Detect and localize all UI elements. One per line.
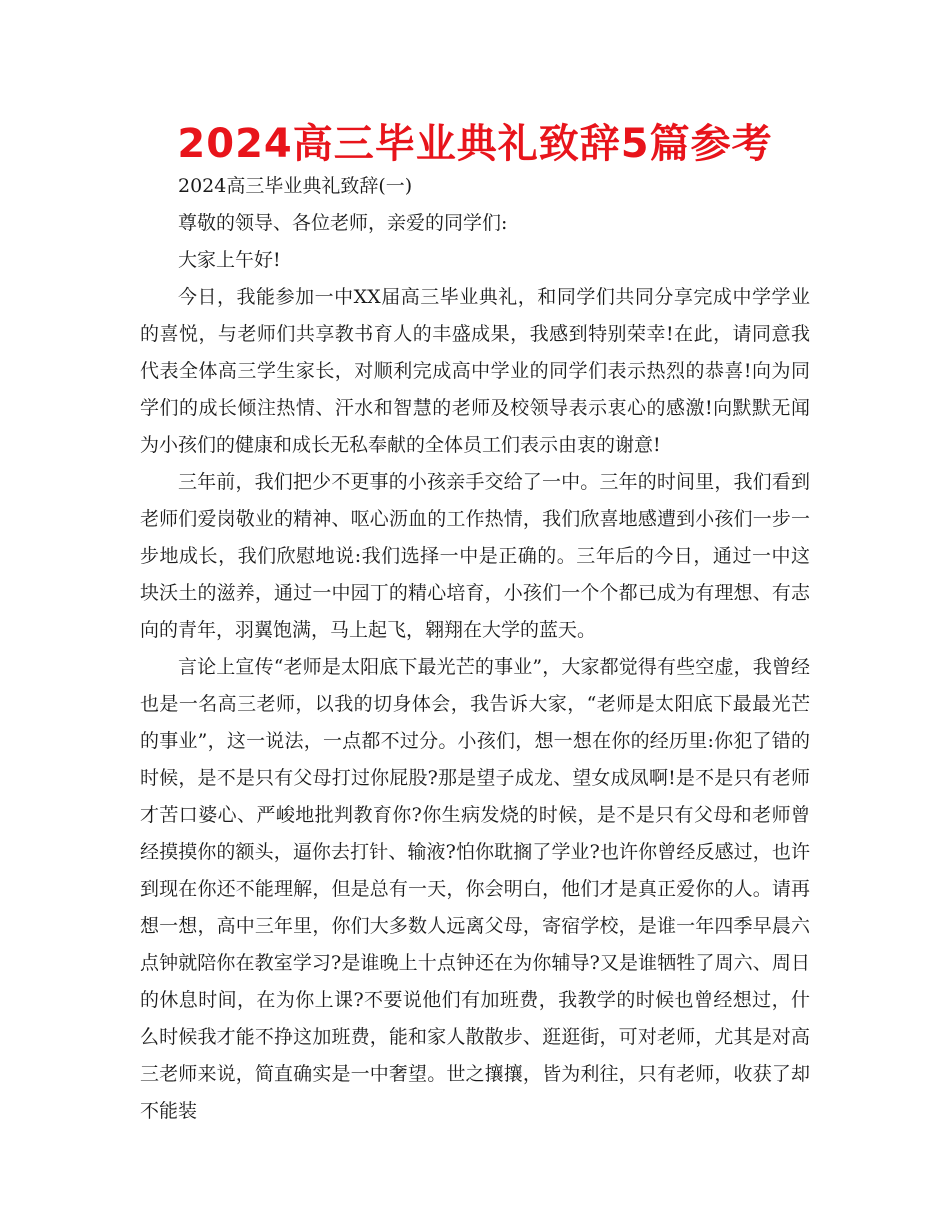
salutation: 尊敬的领导、各位老师，亲爱的同学们: (178, 212, 508, 234)
body-paragraph: 今日，我能参加一中XX届高三毕业典礼，和同学们共同分享完成中学学业的喜悦，与老师们共享教书育人的丰盛成果，我感到特别荣幸!在此，请同意我代表全体高三学生家长，对顺利完成高中学业的同学们表示热烈的恭喜!向为同学们的成长倾注热情、汗水和智慧的老师及校领导表示衷心的感激!向默默无闻为小孩们的健康和成长无私奉献的全体员工们表示由衷的谢意! (140, 286, 810, 456)
document-body (140, 168, 810, 1130)
section-heading: 2024高三毕业典礼致辞(一) (178, 175, 413, 197)
greeting: 大家上午好! (178, 249, 281, 271)
document-title: 2024高三毕业典礼致辞5篇参考 (177, 121, 773, 167)
body-paragraph: 言论上宣传“老师是太阳底下最光芒的事业”，大家都觉得有些空虚，我曾经也是一名高三老师，以我的切身体会，我告诉大家，“老师是太阳底下最最光芒的事业”，这一说法，一点都不过分。小孩们，想一想在你的经历里:你犯了错的时候，是不是只有父母打过你屁股?那是望子成龙、望女成凤啊!是不是只有老师才苦口婆心、严峻地批判教育你?你生病发烧的时候，是不是只有父母和老师曾经摸摸你的额头，逼你去打针、输液?怕你耽搁了学业?也许你曾经反感过，也许到现在你还不能理解，但是总有一天，你会明白，他们才是真正爱你的人。请再想一想，高中三年里，你们大多数人远离父母，寄宿学校，是谁一年四季早晨六点钟就陪你在教室学习?是谁晚上十点钟还在为你辅导?又是谁牺牲了周六、周日的休息时间，在为你上课?不要说他们有加班费，我教学的时候也曾经想过，什么时候我才能不挣这加班费，能和家人散散步、逛逛街，可对老师，尤其是对高三老师来说，简直确实是一中奢望。世之攘攘，皆为利往，只有老师，收获了却不能装 (140, 656, 810, 1122)
body-paragraph: 三年前，我们把少不更事的小孩亲手交给了一中。三年的时间里，我们看到老师们爱岗敬业的精神、呕心沥血的工作热情，我们欣喜地感遭到小孩们一步一步地成长，我们欣慰地说:我们选择一中是正确的。三年后的今日，通过一中这块沃土的滋养，通过一中园丁的精心培育，小孩们一个个都已成为有理想、有志向的青年，羽翼饱满，马上起飞，翱翔在大学的蓝天。 (140, 471, 810, 641)
